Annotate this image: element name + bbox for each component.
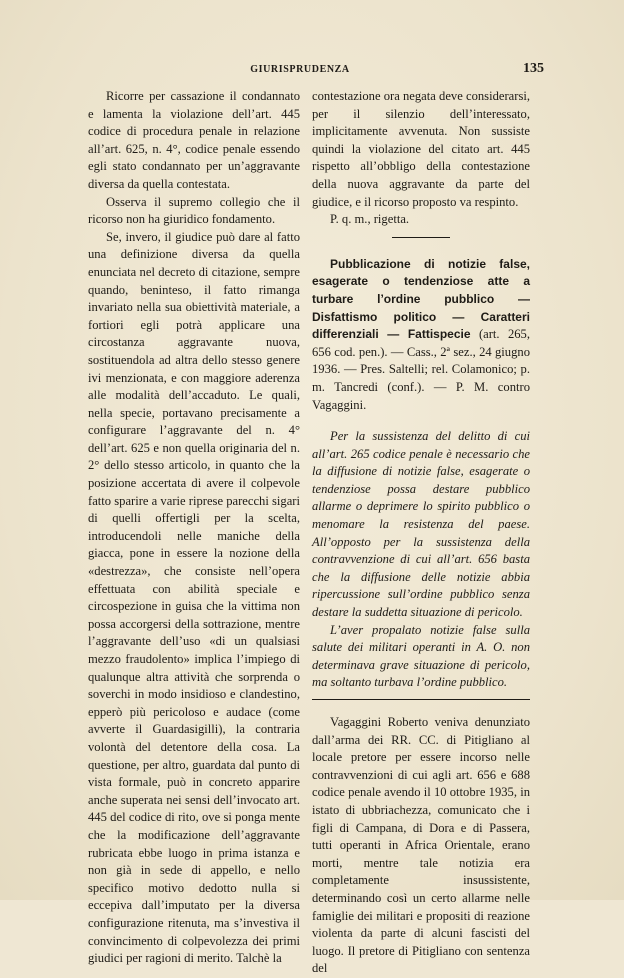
page-header <box>60 61 544 80</box>
paragraph: Se, invero, il giudice può dare al fatto una definizione diversa da quella enunciata nel decreto di citazione, sempre quando, beninteso, il fatto rimanga invariato nella sua obiettività materiale, a fortiori egli potrà applicare una circostanza aggravante nuova, sostituendola ad altra dello stesso genere ivi menzionata, e con maggiore aderenza alle modalità dell’accaduto. Le quali, nella specie, portavano precisamente a configurare l’aggravante del n. 4° dell’art. 625 e non quella originaria del n. 2° dello stesso articolo, in quanto che la posizione accertata di avere il colpevole fatto sparire a varie riprese parecchi sigari di quelli offertigli per la scelta, introducendoli nelle maniche della giacca, pone in essere la nozione della «destrezza», che consiste nell’opera effettuata con abilità speciale e circospezione in guisa che la vittima non possa accorgersi della sottrazione, mentre l’aggravante dell’uso «di un qualsiasi mezzo fraudolento» implica l’impiego di qualunque altra attività che sorprenda o soverchi in modo insidioso e clandestino, epperò più pericoloso e audace (come avverte il Guardasigilli), la contraria volontà del detentore della cosa. La questione, per altro, guardata dal punto di vista formale, può in concreto apparire anche superata nei sensi dell’invocato art. 445 del codice di rito, ove si ponga mente che la modificazione dell’aggravante rubricata ebbe luogo in prima istanza e non già in sede di appello, e nello specifico motivo dedotto nulla si eccepiva dall’imputato per la diversa configurazione ritenuta, ma s’investiva il convincimento di colpevolezza dei primi giudici per ragioni di merito. Talchè la <box>88 229 300 966</box>
paragraph: Osserva il supremo collegio che il ricorso non ha giuridico fondamento. <box>88 194 300 227</box>
paragraph: contestazione ora negata deve considerarsi, per il silenzio dell’interessato, implicitamente avvenuta. Non sussiste quindi la violazione del citato art. 445 rispetto all’obbligo della contestazione della nuova aggravante da parte del giudice, e il ricorso proposto va respinto. <box>312 89 530 209</box>
section-divider <box>392 237 450 238</box>
running-title: GIURISPRUDENZA <box>250 64 350 75</box>
left-column <box>88 88 300 968</box>
right-column <box>312 88 530 978</box>
paragraph: Vagaggini Roberto veniva denunziato dall’arma dei RR. CC. di Pitigliano al locale pretore per essere incorso nelle contravvenzioni di cui agli art. 656 e 688 codice penale avendo il 10 ottobre 1935, in istato di ubbriachezza, comunicato che i figli di Campana, di Dora e di Passera, tutti operanti in Africa Orientale, erano morti, mentre tale notizia era completamente insussistente, determinando così un certo allarme nelle famiglie dei militari e propositi di reazione violenta da parte di alcuni fascisti del luogo. Il pretore di Pitigliano con sentenza del <box>312 715 530 976</box>
closing-formula: P. q. m., rigetta. <box>330 212 410 227</box>
page-number: 135 <box>523 61 544 76</box>
heading-citation: (art. 265, 656 cod. pen.). — Cass., 2ª sez., 24 giugno 1936. — Pres. Saltelli; rel. Colamonico; p. m. Tancredi (conf.). — P. M. contro Vagaggini. <box>312 327 530 412</box>
heading-title: Pubblicazione di notizie false, esagerate o tendenziose atte a turbare l’ordine pubblico — Disfattismo politico — Caratteri differenziali — Fattispecie <box>312 256 530 342</box>
massima-divider <box>312 699 530 700</box>
massima-paragraph: L’aver propalato notizie false sulla salute dei militari operanti in A. O. non determinava grave situazione di pericolo, ma soltanto turbava l’ordine pubblico. <box>312 622 530 690</box>
paragraph: Ricorre per cassazione il condannato e lamenta la violazione dell’art. 445 codice di procedura penale in relazione all’art. 625, n. 4°, codice penale essendo egli stato condannato per un’aggravante diversa da quella contestata. <box>88 89 300 191</box>
massima-paragraph: Per la sussistenza del delitto di cui all’art. 265 codice penale è necessario che la diffusione di notizie false, esagerate o tendenziose possa destare pubblico allarme o deprimere lo spirito pubblico o menomare la resistenza del paese. All’opposto per la sussistenza della contravvenzione di cui all’art. 656 basta che la diffusione delle notizie abbia ripercussione sull’ordine pubblico senza destare la suddetta situazione di pericolo. <box>312 429 530 620</box>
case-heading <box>312 256 530 414</box>
